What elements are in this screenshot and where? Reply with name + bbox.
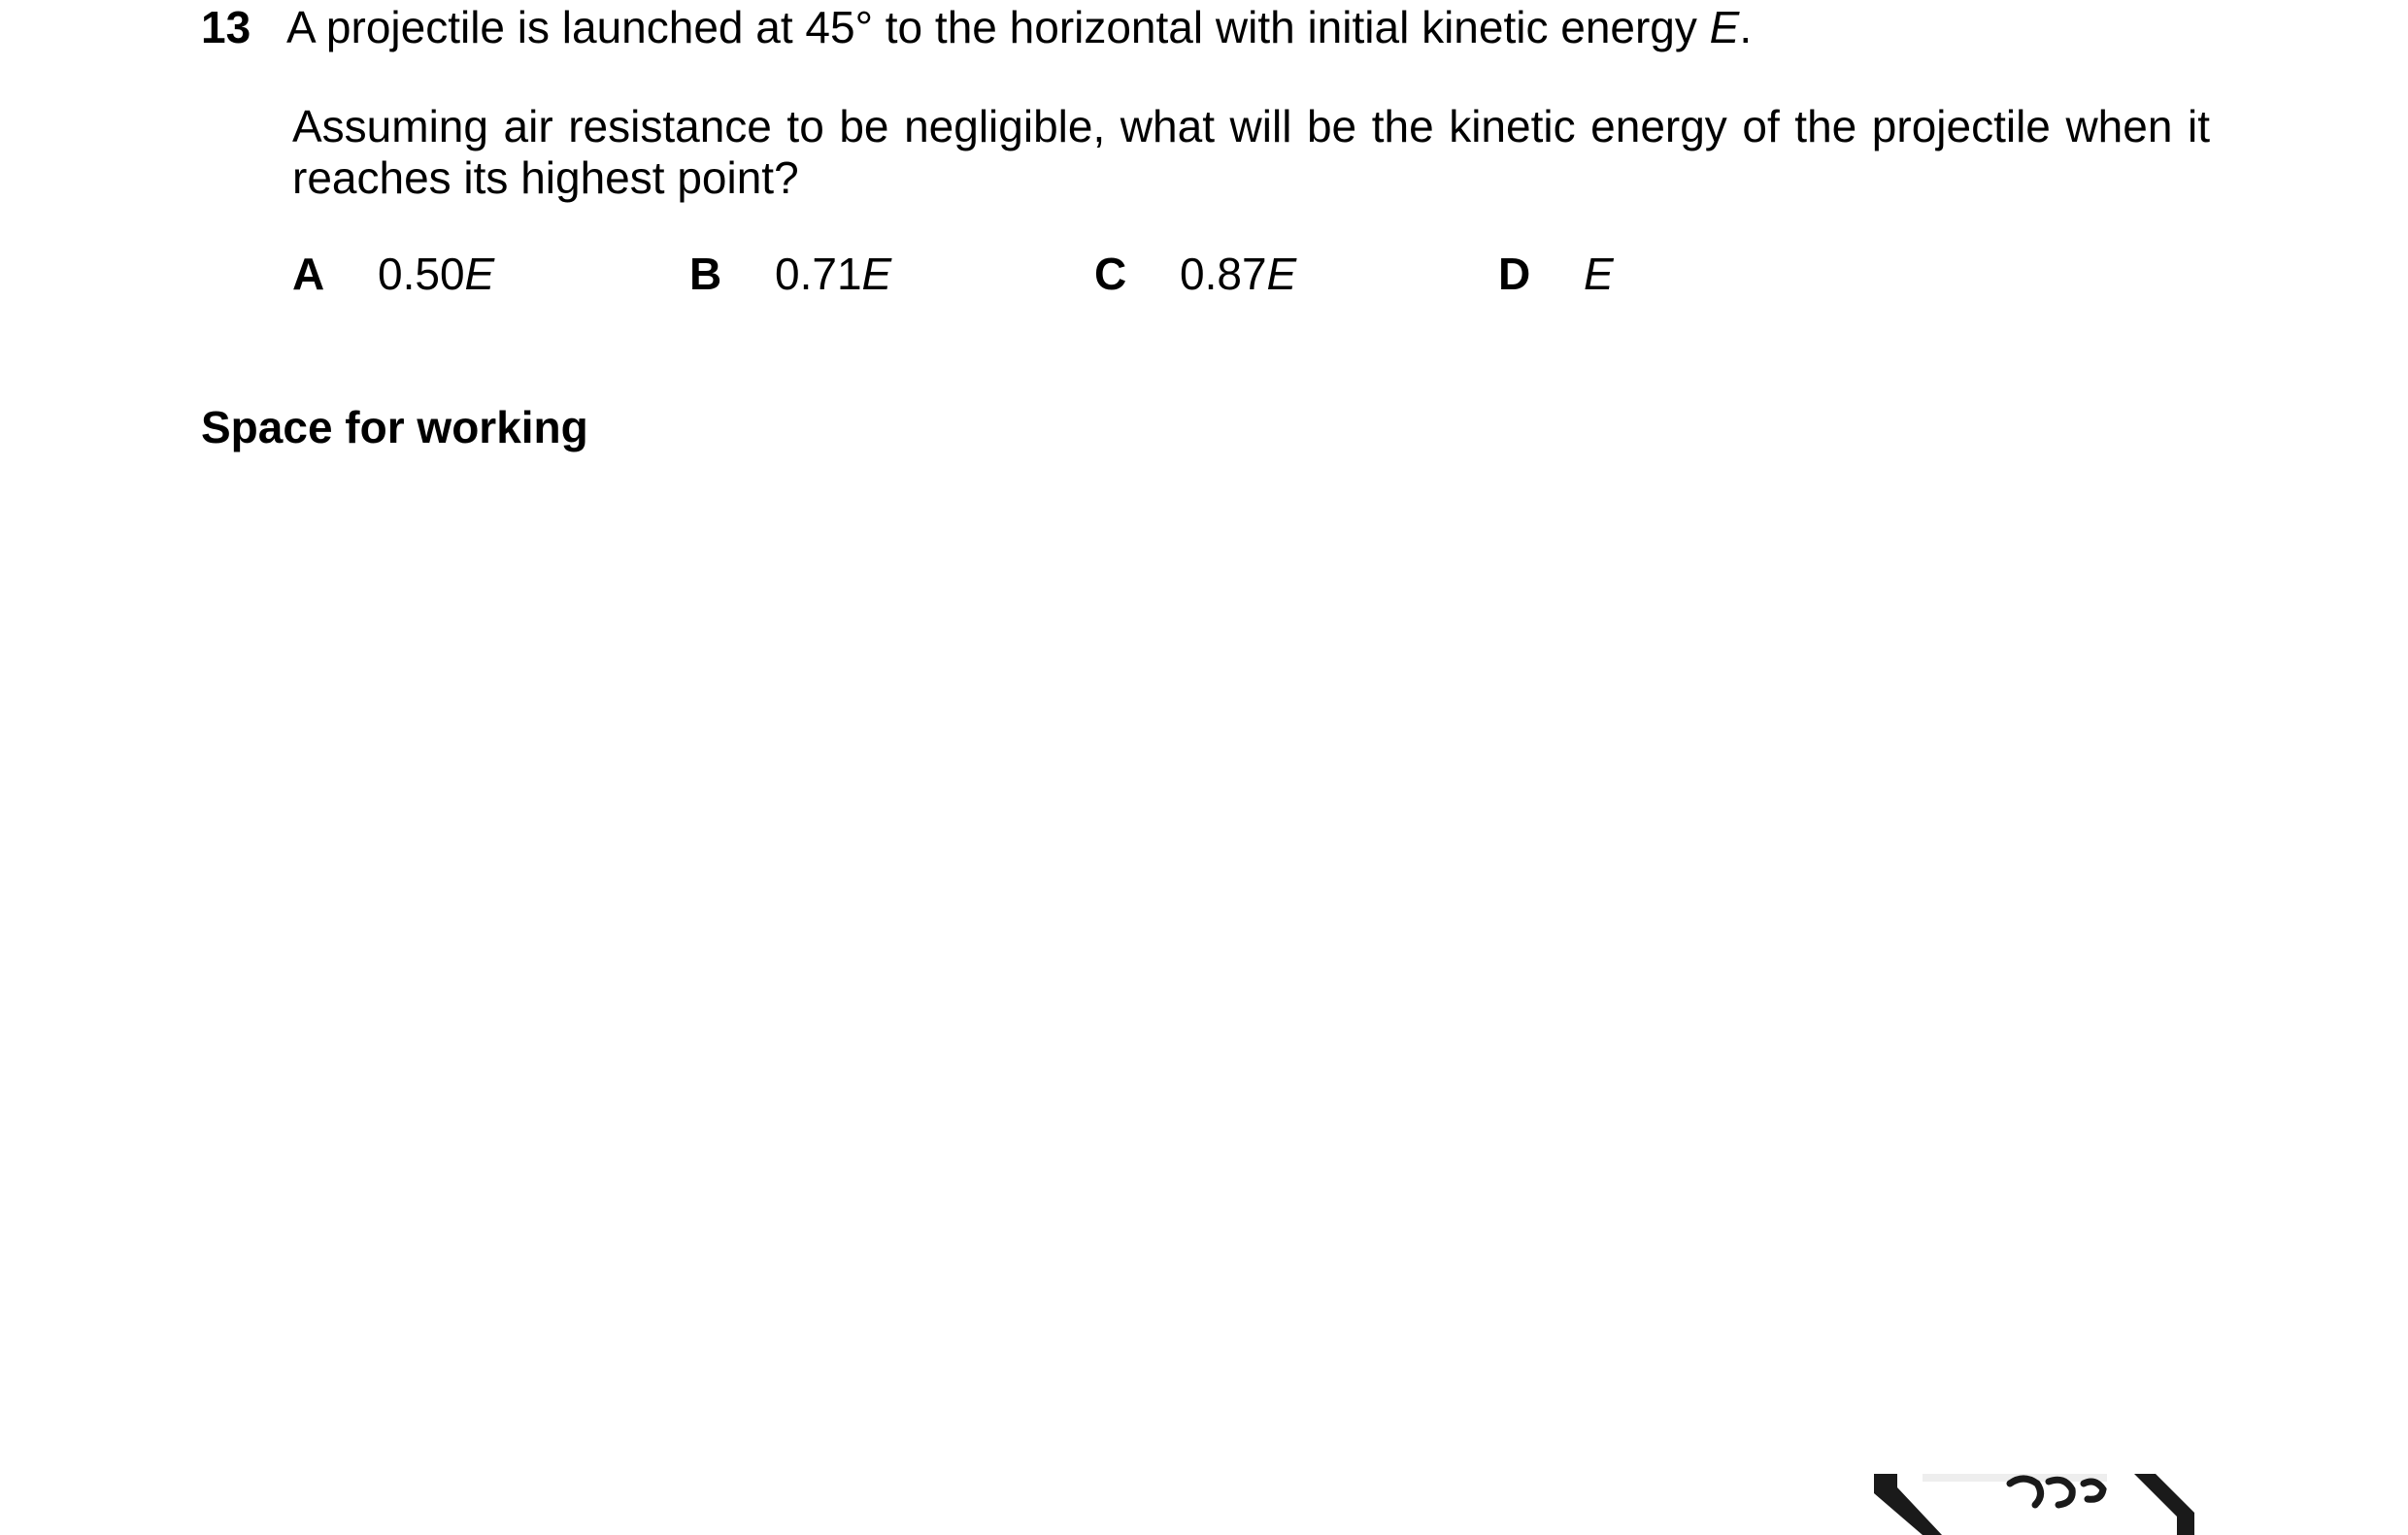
question-stem-variable: E	[1709, 2, 1740, 52]
option-variable: E	[1266, 249, 1297, 299]
option-c[interactable]	[1094, 247, 1296, 301]
option-b[interactable]	[689, 247, 891, 301]
question-stem	[201, 2, 1752, 52]
working-space-title: Space for working	[201, 402, 588, 452]
option-variable: E	[464, 249, 495, 299]
option-value: 0.71	[775, 249, 862, 299]
option-letter: C	[1094, 249, 1127, 299]
option-a[interactable]	[292, 247, 494, 301]
question-stem-end: .	[1739, 2, 1753, 52]
option-variable: E	[861, 249, 892, 299]
option-letter: D	[1498, 249, 1531, 299]
option-variable: E	[1584, 249, 1614, 299]
option-value: 0.87	[1180, 249, 1267, 299]
option-letter: A	[292, 249, 325, 299]
question-prompt: Assuming air resistance to be negligible, what will be the kinetic energy of the projectile when it reaches its highest point?	[292, 101, 2210, 203]
question-number: 13	[201, 2, 251, 52]
option-letter: B	[689, 249, 722, 299]
option-value: 0.50	[378, 249, 465, 299]
corner-stamp-graphic	[1864, 1474, 2194, 1535]
corner-stamp-svg	[1864, 1474, 2194, 1535]
question-stem-text: A projectile is launched at 45° to the horizontal with initial kinetic energy	[286, 2, 1710, 52]
option-d[interactable]	[1498, 247, 1614, 301]
